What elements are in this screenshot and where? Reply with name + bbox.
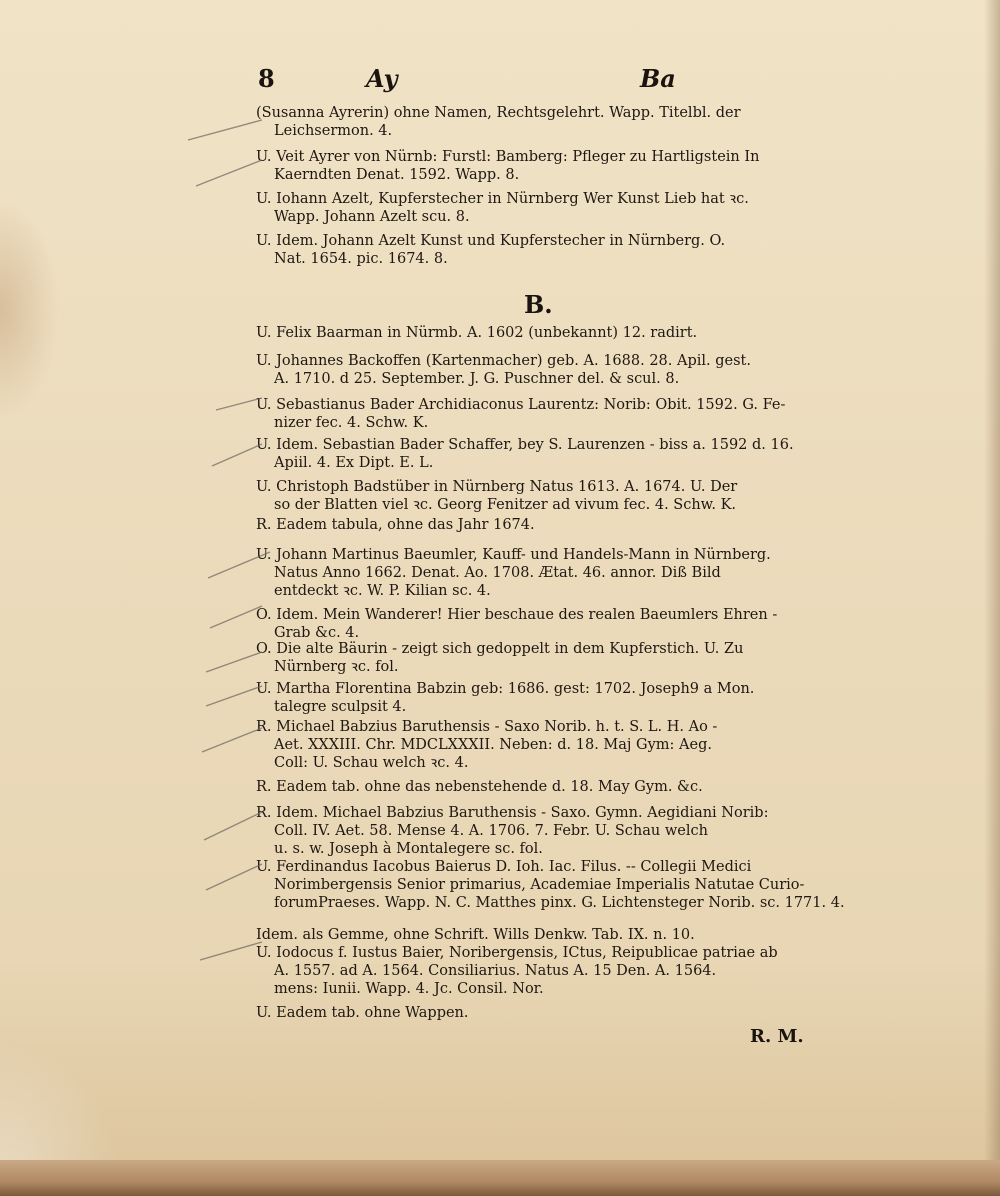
catalog-entry (256, 926, 816, 944)
entry-line: Wapp. Johann Azelt scu. 8. (274, 209, 470, 225)
page-stain (0, 1040, 120, 1180)
catalog-entry (256, 190, 816, 226)
catalog-entry (256, 352, 816, 388)
entry-line: Natus Anno 1662. Denat. Ao. 1708. Ætat. 46. annor. Diß Bild (274, 565, 721, 581)
catalog-entry (256, 804, 816, 858)
page-edge-shadow (984, 0, 1000, 1196)
entry-line: U. Martha Florentina Babzin geb: 1686. gest: 1702. Joseph9 a Mon. (256, 681, 755, 697)
entry-line: O. Die alte Bäurin - zeigt sich gedoppelt in dem Kupferstich. U. Zu (256, 641, 744, 657)
entry-line: mens: Iunii. Wapp. 4. Jc. Consil. Nor. (274, 981, 544, 997)
catalog-entry (256, 324, 816, 342)
catalog-entry (256, 1004, 816, 1022)
entry-line: Grab &c. 4. (274, 625, 360, 641)
entry-line: Nürnberg ꝛc. fol. (274, 659, 399, 675)
running-head-left: Ay (366, 64, 398, 93)
entry-line: (Susanna Ayrerin) ohne Namen, Rechtsgelehrt. Wapp. Titelbl. der (256, 105, 741, 121)
entry-line: R. Michael Babzius Baruthensis - Saxo Norib. h. t. S. L. H. Ao - (256, 719, 718, 735)
catalog-entry (256, 944, 816, 998)
entry-line: Apiil. 4. Ex Dipt. E. L. (274, 455, 434, 471)
entry-line: U. Eadem tab. ohne Wappen. (256, 1005, 469, 1021)
entry-line: Aet. XXXIII. Chr. MDCLXXXII. Neben: d. 18. Maj Gym: Aeg. (274, 737, 712, 753)
entry-line: A. 1710. d 25. September. J. G. Puschner del. & scul. 8. (274, 371, 680, 387)
entry-line: Coll: U. Schau welch ꝛc. 4. (274, 755, 469, 771)
entry-line: U. Ferdinandus Iacobus Baierus D. Ioh. Iac. Filus. -- Collegii Medici (256, 859, 752, 875)
catalog-entry (256, 104, 816, 140)
pencil-mark (206, 686, 262, 706)
page-number: 8 (258, 64, 275, 93)
entry-line: forumPraeses. Wapp. N. C. Matthes pinx. G. Lichtensteger Norib. sc. 1771. 4. (274, 895, 845, 911)
section-heading: B. (524, 290, 553, 319)
entry-line: A. 1557. ad A. 1564. Consiliarius. Natus A. 15 Den. A. 1564. (274, 963, 717, 979)
entry-line: Nat. 1654. pic. 1674. 8. (274, 251, 448, 267)
entry-line: U. Idem. Sebastian Bader Schaffer, bey S. Laurenzen - biss a. 1592 d. 16. (256, 437, 794, 453)
entry-line: Norimbergensis Senior primarius, Academiae Imperialis Natutae Curio- (274, 877, 805, 893)
entry-line: U. Iohann Azelt, Kupferstecher in Nürnberg Wer Kunst Lieb hat ꝛc. (256, 191, 749, 207)
catalog-entry (256, 396, 816, 432)
pencil-mark (210, 606, 262, 628)
catalog-entry (256, 436, 816, 472)
entry-line: U. Christoph Badstüber in Nürnberg Natus 1613. A. 1674. U. Der (256, 479, 738, 495)
catalog-entry (256, 148, 816, 184)
entry-line: entdeckt ꝛc. W. P. Kilian sc. 4. (274, 583, 491, 599)
entry-line: talegre sculpsit 4. (274, 699, 407, 715)
catalog-entry (256, 718, 816, 772)
catalog-entry (256, 546, 816, 600)
entry-line: U. Iodocus f. Iustus Baier, Noribergensis, ICtus, Reipublicae patriae ab (256, 945, 778, 961)
pencil-mark (206, 864, 262, 890)
entry-line: Kaerndten Denat. 1592. Wapp. 8. (274, 167, 520, 183)
catalog-entry (256, 778, 816, 796)
pencil-mark (212, 444, 262, 466)
catalog-entry (256, 516, 816, 534)
entry-line: Coll. IV. Aet. 58. Mense 4. A. 1706. 7. Febr. U. Schau welch (274, 823, 708, 839)
pencil-mark (204, 812, 262, 840)
pencil-mark (188, 120, 262, 140)
entry-line: u. s. w. Joseph à Montalegere sc. fol. (274, 841, 543, 857)
entry-line: so der Blatten viel ꝛc. Georg Fenitzer ad vivum fec. 4. Schw. K. (274, 497, 737, 513)
entry-line: R. Idem. Michael Babzius Baruthensis - Saxo. Gymn. Aegidiani Norib: (256, 805, 769, 821)
page-bottom-edge (0, 1160, 1000, 1196)
running-head-right: Ba (640, 64, 676, 93)
catalog-entry (256, 606, 816, 642)
page-stain (0, 200, 60, 420)
catalog-entry (256, 680, 816, 716)
entry-line: O. Idem. Mein Wanderer! Hier beschaue des realen Baeumlers Ehren - (256, 607, 778, 623)
entry-line: R. Eadem tab. ohne das nebenstehende d. 18. May Gym. &c. (256, 779, 703, 795)
pencil-mark (196, 160, 262, 186)
entry-line: U. Johann Martinus Baeumler, Kauff- und Handels-Mann in Nürnberg. (256, 547, 771, 563)
entry-line: Leichsermon. 4. (274, 123, 393, 139)
entry-line: U. Idem. Johann Azelt Kunst und Kupferstecher in Nürnberg. O. (256, 233, 726, 249)
pencil-mark (202, 728, 262, 752)
pencil-mark (206, 652, 262, 672)
entry-line: Idem. als Gemme, ohne Schrift. Wills Denkw. Tab. IX. n. 10. (256, 927, 695, 943)
pencil-mark (200, 942, 262, 960)
entry-line: R. Eadem tabula, ohne das Jahr 1674. (256, 517, 535, 533)
entry-line: U. Felix Baarman in Nürmb. A. 1602 (unbekannt) 12. radirt. (256, 325, 698, 341)
catchword: R. M. (750, 1026, 804, 1047)
catalog-entry (256, 858, 845, 912)
entry-line: U. Johannes Backoffen (Kartenmacher) geb. A. 1688. 28. Apil. gest. (256, 353, 751, 369)
catalog-entry (256, 232, 816, 268)
catalog-entry (256, 640, 816, 676)
entry-line: U. Sebastianus Bader Archidiaconus Laurentz: Norib: Obit. 1592. G. Fe- (256, 397, 786, 413)
entry-line: U. Veit Ayrer von Nürnb: Furstl: Bamberg: Pfleger zu Hartligstein In (256, 149, 760, 165)
entry-line: nizer fec. 4. Schw. K. (274, 415, 429, 431)
catalog-entry (256, 478, 816, 514)
